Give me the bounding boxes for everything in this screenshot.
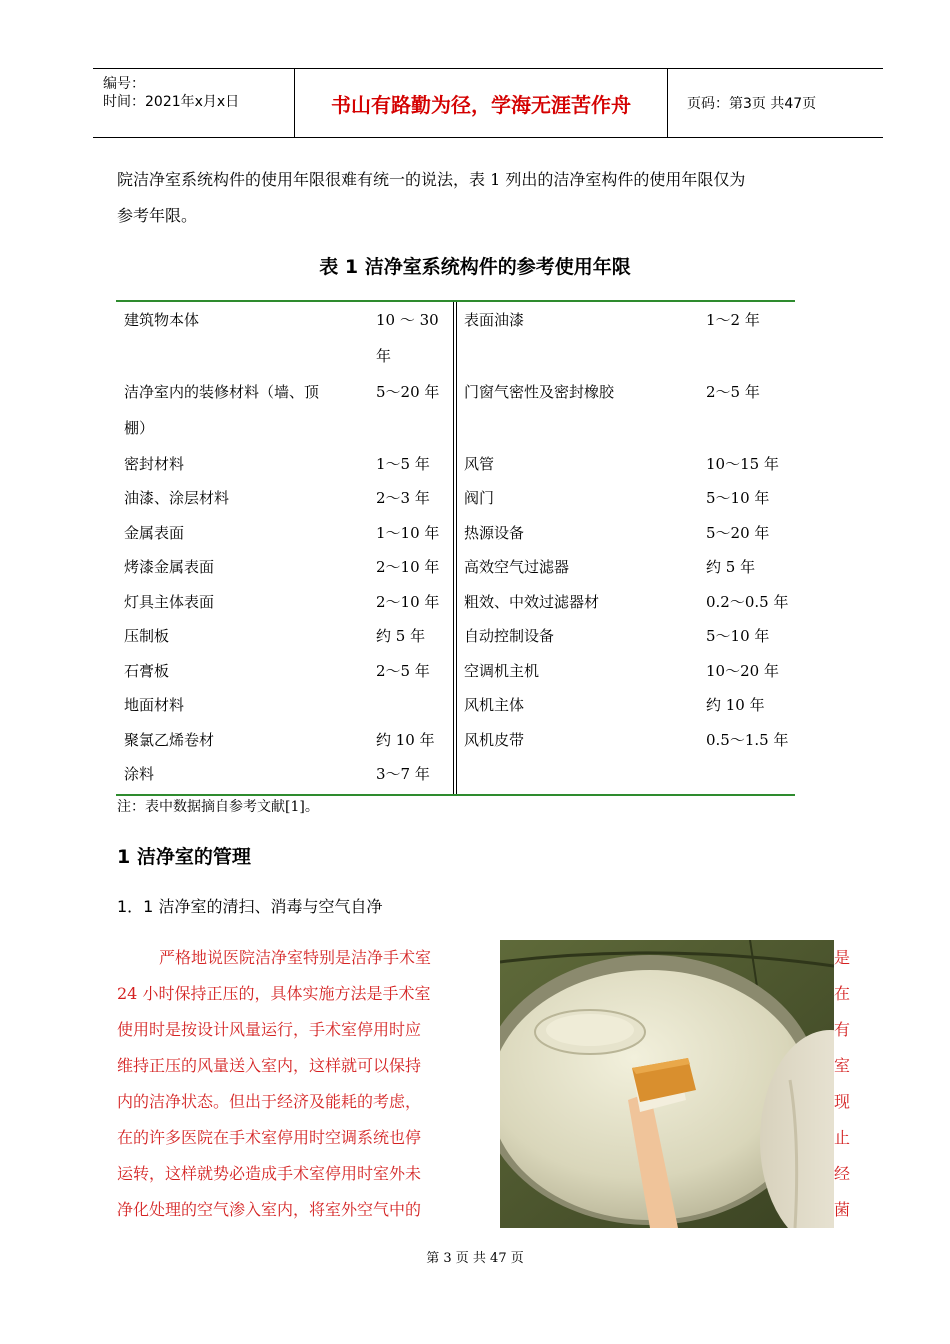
table-cell: 压制板 xyxy=(124,627,170,645)
table-cell: 涂料 xyxy=(124,765,155,783)
table-cell: 门窗气密性及密封橡胶 xyxy=(464,383,615,401)
table-cell: 约 5 年 xyxy=(376,627,426,645)
table-cell: 2～10 年 xyxy=(376,558,440,576)
header-motto: 书山有路勤为径，学海无涯苦作舟 xyxy=(331,92,631,117)
header-page-info xyxy=(677,69,883,137)
body-line-left: 在的许多医院在手术室停用时空调系统也停 xyxy=(117,1128,422,1147)
table-note: 注：表中数据摘自参考文献[1]。 xyxy=(117,799,319,815)
table-cell: 1～10 年 xyxy=(376,524,440,542)
table-cell: 洁净室内的装修材料（墙、顶 xyxy=(124,383,320,401)
table-cell: 地面材料 xyxy=(124,696,185,714)
table-cell: 约 5 年 xyxy=(706,558,756,576)
table-cell: 5～10 年 xyxy=(706,627,770,645)
header-divider xyxy=(667,69,668,137)
table-cell: 高效空气过滤器 xyxy=(464,558,570,576)
body-line-right: 是 xyxy=(834,948,851,967)
table-cell: 10～15 年 xyxy=(706,455,779,473)
section-heading: 1 洁净室的管理 xyxy=(117,846,251,868)
table-cell: 10～20 年 xyxy=(706,662,779,680)
table-cell: 0.2～0.5 年 xyxy=(706,593,789,611)
table-cell: 3～7 年 xyxy=(376,765,430,783)
body-line-left: 运转，这样就势必造成手术室停用时室外未 xyxy=(117,1164,422,1183)
table-cell: 0.5～1.5 年 xyxy=(706,731,789,749)
body-line-left: 使用时是按设计风量运行，手术室停用时应 xyxy=(117,1020,422,1039)
table-cell: 10 ～ 30 xyxy=(376,311,439,329)
intro-line-1: 院洁净室系统构件的使用年限很难有统一的说法，表 1 列出的洁净室构件的使用年限仅为 xyxy=(117,170,746,189)
body-line-left: 内的洁净状态。但出于经济及能耗的考虑， xyxy=(117,1092,422,1111)
body-line-right: 现 xyxy=(834,1092,851,1111)
table-cell: 棚） xyxy=(124,419,155,437)
subsection-heading: 1．1 洁净室的清扫、消毒与空气自净 xyxy=(117,897,383,916)
table-cell: 5～10 年 xyxy=(706,489,770,507)
table-cell: 金属表面 xyxy=(124,524,185,542)
table-cell: 1～5 年 xyxy=(376,455,430,473)
table-cell: 风管 xyxy=(464,455,495,473)
table-cell: 密封材料 xyxy=(124,455,185,473)
body-line-right: 有 xyxy=(834,1020,851,1039)
table-cell: 粗效、中效过滤器材 xyxy=(464,593,600,611)
table-cell: 烤漆金属表面 xyxy=(124,558,215,576)
table-cell: 聚氯乙烯卷材 xyxy=(124,731,215,749)
header-page-text: 页码：第3页 共47页 xyxy=(687,96,817,112)
table-cell: 约 10 年 xyxy=(376,731,435,749)
table-cell: 2～10 年 xyxy=(376,593,440,611)
body-line-left: 24 小时保持正压的，具体实施方法是手术室 xyxy=(117,984,431,1003)
table-cell: 2～5 年 xyxy=(706,383,760,401)
table-cell: 1～2 年 xyxy=(706,311,760,329)
table-cell: 阀门 xyxy=(464,489,495,507)
table-title: 表 1 洁净室系统构件的参考使用年限 xyxy=(319,256,631,278)
header-number: 编号： xyxy=(103,76,145,92)
body-line-left: 净化处理的空气渗入室内，将室外空气中的 xyxy=(117,1200,422,1219)
table-cell: 2～3 年 xyxy=(376,489,430,507)
table-cell: 自动控制设备 xyxy=(464,627,555,645)
body-line-right: 止 xyxy=(834,1128,851,1147)
table-cell: 灯具主体表面 xyxy=(124,593,215,611)
table-cell: 表面油漆 xyxy=(464,311,525,329)
table-center-divider xyxy=(453,302,457,794)
lifespan-table xyxy=(116,300,795,796)
table-cell: 热源设备 xyxy=(464,524,525,542)
page-footer: 第 3 页 共 47 页 xyxy=(426,1251,524,1266)
table-cell: 5～20 年 xyxy=(376,383,440,401)
body-line-right: 在 xyxy=(834,984,851,1003)
table-cell: 约 10 年 xyxy=(706,696,765,714)
body-line-right: 室 xyxy=(834,1056,851,1075)
body-line-left: 维持正压的风量送入室内，这样就可以保持 xyxy=(117,1056,422,1075)
table-cell: 5～20 年 xyxy=(706,524,770,542)
table-cell: 油漆、涂层材料 xyxy=(124,489,230,507)
body-line-right: 菌 xyxy=(834,1200,851,1219)
table-cell: 石膏板 xyxy=(124,662,170,680)
cleaning-photo xyxy=(500,940,834,1228)
table-cell: 风机主体 xyxy=(464,696,525,714)
table-cell: 2～5 年 xyxy=(376,662,430,680)
table-cell: 风机皮带 xyxy=(464,731,525,749)
table-cell: 空调机主机 xyxy=(464,662,540,680)
header-time: 时间：2021年x月x日 xyxy=(103,94,240,110)
body-line-right: 经 xyxy=(834,1164,851,1183)
table-cell: 年 xyxy=(376,347,392,365)
header-meta xyxy=(93,69,294,137)
body-line-left: 严格地说医院洁净室特别是洁净手术室 xyxy=(159,948,432,967)
intro-line-2: 参考年限。 xyxy=(117,206,198,225)
table-cell: 建筑物本体 xyxy=(124,311,200,329)
page-header xyxy=(93,68,883,138)
cleaning-photo-illustration xyxy=(500,940,834,1228)
